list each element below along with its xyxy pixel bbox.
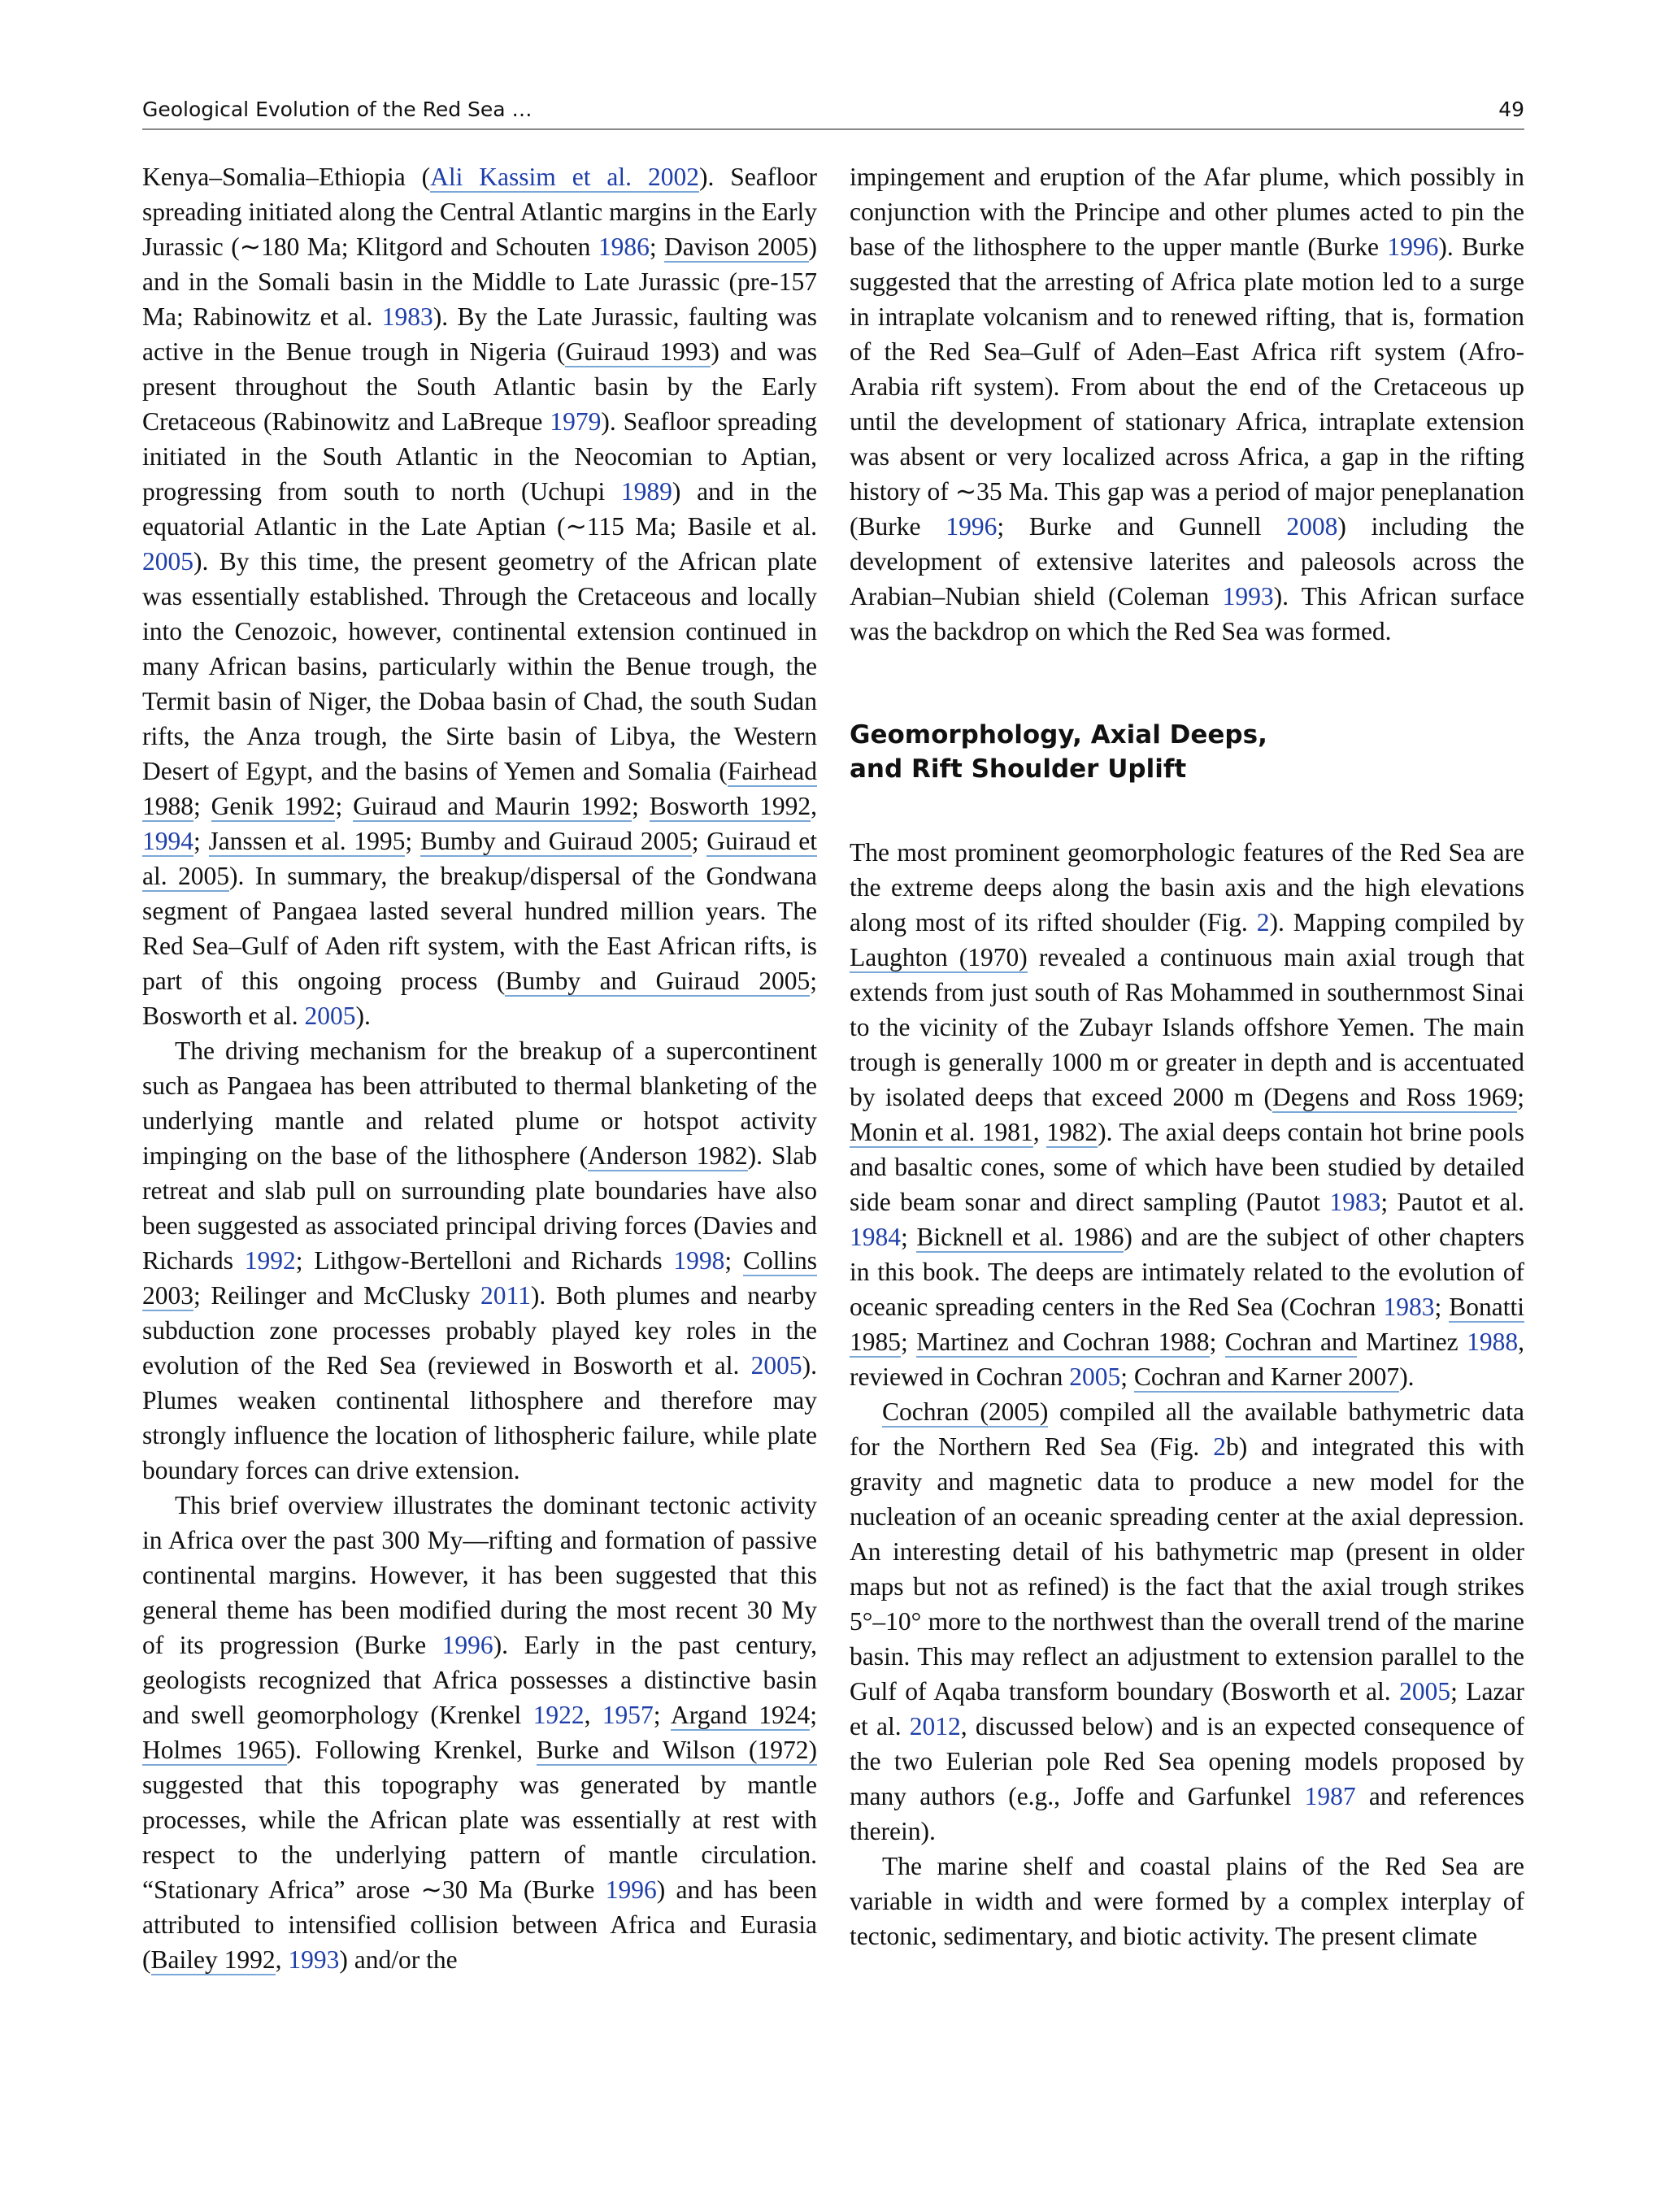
citation-link[interactable]: Monin et al. 1981 [850, 1118, 1033, 1146]
text-run: ) and has been attributed to intensified collision between Africa and Eurasia ( [142, 1875, 817, 1974]
citation-link[interactable]: 1922 [533, 1701, 585, 1729]
text-run: ). Plumes weaken continental lithosphere and therefore may strongly influence the location of lithospheric failure, while plate boundary forces can drive extension. [142, 1351, 817, 1484]
text-run: ). The axial deeps contain hot brine pools and basaltic cones, some of which have been studied by detailed side beam sonar and direct sampling (Pautot [850, 1118, 1525, 1216]
heading-line-2: and Rift Shoulder Uplift [850, 754, 1187, 784]
text-run: ; [901, 1223, 917, 1251]
citation-link[interactable]: Collins 2003 [142, 1246, 817, 1310]
citation-link[interactable]: 1994 [142, 827, 193, 855]
text-run: ; [193, 792, 211, 820]
text-run: ; [1434, 1293, 1450, 1321]
text-run: ; [649, 232, 665, 261]
left-column [142, 159, 817, 1977]
text-run: ). Seafloor spreading initiated along the Central Atlantic margins in the Early Jurassic (∼180 Ma; Klitgord and Schouten [142, 163, 818, 261]
citation-link[interactable]: 1986 [598, 232, 650, 261]
citation-link[interactable]: 1982 [1046, 1118, 1098, 1146]
citation-link[interactable]: Holmes 1965 [142, 1736, 287, 1764]
citation-link[interactable]: Cochran (2005) [882, 1397, 1049, 1426]
text-run: Martinez [1357, 1328, 1467, 1356]
text-run: compiled all the available bathymetric data for the Northern Red Sea (Fig. [850, 1397, 1524, 1461]
text-run: The most prominent geomorphologic features of the Red Sea are the extreme deeps along the basin axis and the high elevations along most of its rifted shoulder (Fig. [850, 838, 1524, 937]
page-number: 49 [1498, 98, 1524, 121]
text-run: ). [1399, 1362, 1415, 1391]
text-run: Kenya–Somalia–Ethiopia ( [142, 163, 431, 191]
citation-link[interactable]: Bumby and Guiraud 2005 [505, 967, 811, 995]
text-run: ; [193, 827, 209, 855]
citation-link[interactable]: Genik 1992 [211, 792, 336, 820]
citation-link[interactable]: 2005 [1069, 1362, 1121, 1391]
text-run: ; Bosworth et al. [142, 967, 817, 1030]
text-run: ) and/or the [339, 1945, 458, 1974]
citation-link[interactable]: Argand 1924 [671, 1701, 811, 1729]
text-run: ; [335, 792, 354, 820]
citation-link[interactable]: 2005 [1399, 1677, 1451, 1706]
text-run: ; Pautot et al. [1380, 1188, 1524, 1216]
citation-link[interactable]: 1996 [1387, 232, 1439, 261]
text-run: , [275, 1945, 289, 1974]
citation-link[interactable]: Martinez and Cochran 1988 [916, 1328, 1210, 1356]
citation-link[interactable]: 2008 [1286, 512, 1338, 541]
citation-link[interactable]: Burke and Wilson (1972) [536, 1736, 818, 1764]
citation-link[interactable]: 1989 [620, 477, 672, 506]
text-run: ). [355, 1002, 371, 1030]
citation-link[interactable]: 1987 [1304, 1782, 1356, 1810]
citation-link[interactable]: 1996 [605, 1875, 657, 1904]
text-run: ; [653, 1701, 672, 1729]
citation-link[interactable]: Bosworth 1992 [649, 792, 811, 820]
citation-link[interactable]: 1998 [673, 1246, 725, 1275]
right-paragraph-1 [850, 159, 1524, 649]
text-run: b) and integrated this with gravity and magnetic data to produce a new model for the nucleation of an oceanic spreading center at the axial depression. An interesting detail of his bathymetric map (present in older maps but not as refined) is the fact that the axial trough strikes 5°–10° more to the northwest than the overall trend of the marine basin. This may reflect an adjustment to extension parallel to the Gulf of Aqaba transform boundary (Bosworth et al. [850, 1432, 1524, 1706]
citation-link[interactable]: 1984 [850, 1223, 901, 1251]
text-run: ; [691, 827, 707, 855]
text-run: ; [724, 1246, 743, 1275]
text-run: and references therein). [850, 1782, 1524, 1845]
text-run: ). By the Late Jurassic, faulting was active in the Benue trough in Nigeria ( [142, 302, 817, 366]
citation-link[interactable]: 1983 [1329, 1188, 1381, 1216]
citation-link[interactable]: Degens and Ross 1969 [1272, 1083, 1518, 1111]
text-run: impingement and eruption of the Afar plume, which possibly in conjunction with the Principe and other plumes acted to pin the base of the lithosphere to the upper mantle (Burke [850, 163, 1524, 261]
citation-link[interactable]: Bailey 1992 [150, 1945, 276, 1974]
citation-link[interactable]: Cochran and [1224, 1328, 1358, 1356]
citation-link[interactable]: 1983 [1383, 1293, 1435, 1321]
text-run: ; Lithgow-Bertelloni and Richards [295, 1246, 674, 1275]
text-run: , [1032, 1118, 1047, 1146]
citation-link[interactable]: 2005 [142, 547, 193, 576]
text-run: ; [632, 792, 650, 820]
figure-link[interactable]: 2 [1256, 908, 1270, 937]
text-run: ). Early in the past century, geologists recognized that Africa possesses a distinctive basin and swell geomorphology (Krenkel [142, 1631, 817, 1729]
citation-link[interactable]: Guiraud and Maurin 1992 [353, 792, 633, 820]
text-run: ; Reilinger and McClusky [193, 1281, 481, 1310]
figure-link[interactable]: 2 [1213, 1432, 1226, 1461]
citation-link[interactable]: Bumby and Guiraud 2005 [420, 827, 692, 855]
text-run: ) and in the equatorial Atlantic in the Late Aptian (∼115 Ma; Basile et al. [142, 477, 817, 541]
text-run: , [584, 1701, 602, 1729]
citation-link[interactable]: 2005 [304, 1002, 356, 1030]
citation-link[interactable]: Bonatti 1985 [850, 1293, 1524, 1356]
text-run: ). By this time, the present geometry of the African plate was essentially established. Through the Cretaceous and locally into the Cenozoic, however, continental extension continued in many African basins, particularly within the Benue trough, the Termit basin of Niger, the Dobaa basin of Chad, the south Sudan rifts, the Anza trough, the Sirte basin of Libya, the Western Desert of Egypt, and the basins of Yemen and Somalia ( [142, 547, 817, 785]
citation-link[interactable]: 1993 [1222, 582, 1274, 611]
text-run: ; Lazar et al. [850, 1677, 1524, 1740]
citation-link[interactable]: Janssen et al. 1995 [208, 827, 406, 855]
text-run: revealed a continuous main axial trough that extends from just south of Ras Mohammed in southernmost Sinai to the vicinity of the Zubayr Islands offshore Yemen. The main trough is generally 1000 m or greater in depth and is accentuated by isolated deeps that exceed 2000 m ( [850, 943, 1524, 1111]
right-paragraph-2 [850, 835, 1524, 1394]
text-run: ; [810, 1701, 818, 1729]
citation-link[interactable]: Guiraud 1993 [565, 337, 711, 366]
citation-link[interactable]: Anderson 1982 [588, 1141, 748, 1170]
citation-link[interactable]: 1992 [244, 1246, 296, 1275]
text-run: ; [1120, 1362, 1134, 1391]
left-paragraph-2 [142, 1033, 817, 1488]
left-paragraph-3 [142, 1488, 817, 1977]
text-run: , discussed below) and is an expected consequence of the two Eulerian pole Red Sea opening models proposed by many authors (e.g., Joffe and Garfunkel [850, 1712, 1524, 1810]
text-run: , reviewed in Cochran [850, 1328, 1524, 1391]
citation-link[interactable]: 1993 [288, 1945, 340, 1974]
citation-link[interactable]: Fairhead 1988 [142, 757, 817, 820]
text-run: ; [901, 1328, 917, 1356]
text-run: ). Seafloor spreading initiated in the South Atlantic in the Neocomian to Aptian, progressing from south to north (Uchupi [142, 407, 817, 506]
citation-link[interactable]: 1983 [381, 302, 433, 331]
citation-link[interactable]: 1988 [1467, 1328, 1519, 1356]
citation-link[interactable]: Bicknell et al. 1986 [916, 1223, 1124, 1251]
section-spacer [850, 649, 1524, 718]
text-run: suggested that this topography was generated by mantle processes, while the African plate was essentially at rest with respect to the underlying pattern of mantle circulation. “Stationary Africa” arose ∼30 Ma (Burke [142, 1771, 817, 1904]
text-run: ) including the development of extensive laterites and paleosols across the Arabian–Nubian shield (Coleman [850, 512, 1524, 611]
citation-link[interactable]: 1996 [441, 1631, 493, 1659]
text-run: ) and was present throughout the South Atlantic basin by the Early Cretaceous (Rabinowitz and LaBreque [142, 337, 817, 436]
citation-link[interactable]: 1979 [550, 407, 602, 436]
text-run: ) and in the Somali basin in the Middle to Late Jurassic (pre-157 Ma; Rabinowitz et al. [142, 232, 817, 331]
heading-line-1: Geomorphology, Axial Deeps, [850, 720, 1267, 750]
text-run: ). Following Krenkel, [286, 1736, 537, 1764]
citation-link[interactable]: 2011 [480, 1281, 531, 1310]
right-paragraph-3 [850, 1394, 1524, 1849]
citation-link[interactable]: 1957 [602, 1701, 654, 1729]
running-title: Geological Evolution of the Red Sea … [142, 98, 533, 121]
text-run: ). This African surface was the backdrop on which the Red Sea was formed. [850, 582, 1524, 645]
running-header [142, 94, 1524, 130]
text-run: ) and are the subject of other chapters in this book. The deeps are intimately related to the evolution of oceanic spreading centers in the Red Sea (Cochran [850, 1223, 1524, 1321]
citation-link[interactable]: Davison 2005 [664, 232, 809, 261]
citation-link[interactable]: 2005 [750, 1351, 802, 1380]
text-run: ; [1517, 1083, 1524, 1111]
section-heading [850, 718, 1524, 786]
text-run: ; [1209, 1328, 1225, 1356]
right-paragraph-4 [850, 1849, 1524, 1953]
text-run: The driving mechanism for the breakup of a supercontinent such as Pangaea has been attributed to thermal blanketing of the underlying mantle and related plume or hotspot activity impinging on the base of the lithosphere ( [142, 1036, 817, 1170]
citation-link[interactable]: Laughton (1970) [850, 943, 1028, 971]
section-spacer [850, 786, 1524, 835]
left-paragraph-1 [142, 159, 817, 1033]
text-run: ). Slab retreat and slab pull on surrounding plate boundaries have also been suggested as associated principal driving forces (Davies and Richards [142, 1141, 818, 1275]
text-run: This brief overview illustrates the dominant tectonic activity in Africa over the past 300 My—rifting and formation of passive continental margins. However, it has been suggested that this general theme has been modified during the most recent 30 My of its progression (Burke [142, 1491, 817, 1659]
citation-link[interactable]: Guiraud et al. 2005 [142, 827, 817, 890]
text-run: ; [405, 827, 420, 855]
text-run: ). Mapping compiled by [1269, 908, 1525, 937]
citation-link[interactable]: 1996 [946, 512, 998, 541]
text-run: The marine shelf and coastal plains of the Red Sea are variable in width and were formed by a complex interplay of tectonic, sedimentary, and biotic activity. The present climate [850, 1852, 1524, 1950]
text-run: ). In summary, the breakup/dispersal of the Gondwana segment of Pangaea lasted several hundred million years. The Red Sea–Gulf of Aden rift system, with the East African rifts, is part of this ongoing process ( [142, 862, 817, 995]
citation-link[interactable]: Cochran and Karner 2007 [1133, 1362, 1400, 1391]
citation-link[interactable]: 2012 [909, 1712, 961, 1740]
right-column [850, 159, 1524, 1953]
text-run: ). Both plumes and nearby subduction zone processes probably played key roles in the evolution of the Red Sea (reviewed in Bosworth et al. [142, 1281, 817, 1380]
citation-link[interactable]: Ali Kassim et al. 2002 [430, 163, 699, 191]
text-run: ). Burke suggested that the arresting of Africa plate motion led to a surge in intraplate volcanism and to renewed rifting, that is, formation of the Red Sea–Gulf of Aden–East Africa rift system (Afro-Arabia rift system). From about the end of the Cretaceous up until the development of stationary Africa, intraplate extension was absent or very localized across Africa, a gap in the rifting history of ∼35 Ma. This gap was a period of major peneplanation (Burke [850, 232, 1524, 541]
text-run: , [811, 792, 817, 820]
text-run: ; Burke and Gunnell [997, 512, 1287, 541]
